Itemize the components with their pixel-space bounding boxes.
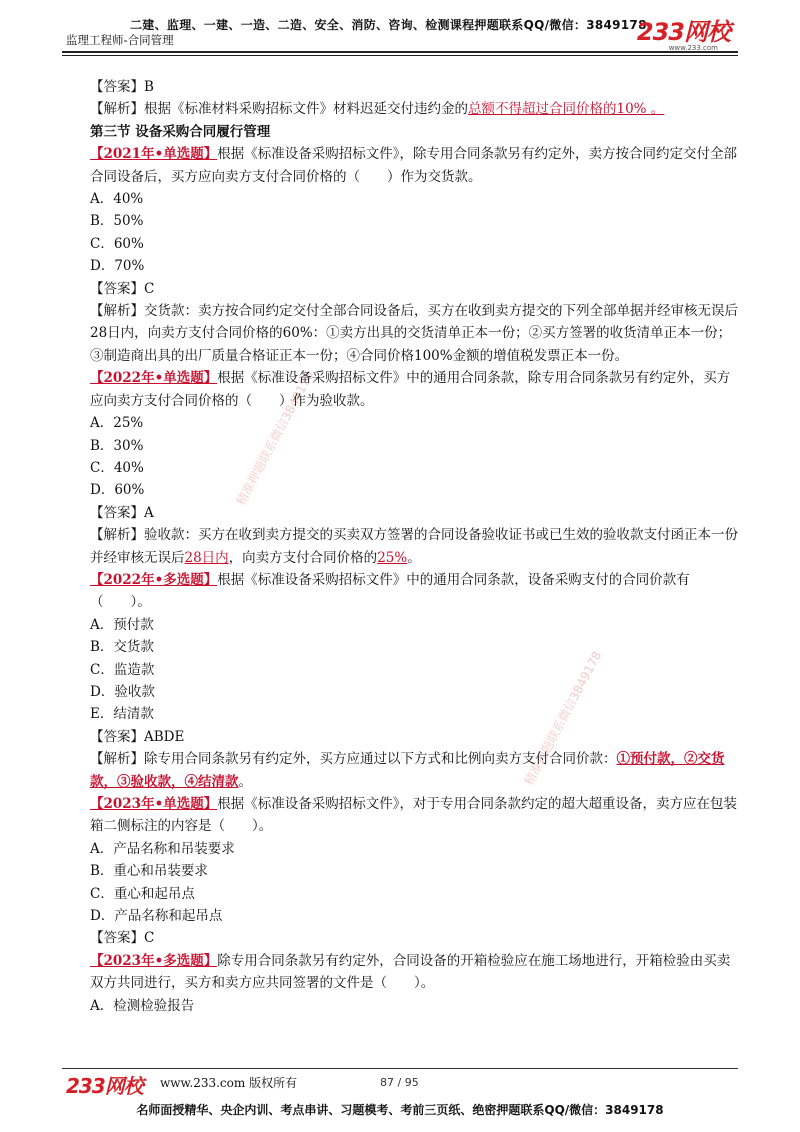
question-2: 【2022年•单选题】根据《标准设备采购招标文件》中的通用合同条款，除专用合同条款另有约定外，买方应向卖方支付合同价格的（ ）作为验收款。: [90, 370, 731, 409]
question-3: 【2022年•多选题】根据《标准设备采购招标文件》中的通用合同条款，设备采购支付的合同价款有（ ）。: [90, 571, 690, 611]
option: A．检测检验报告: [90, 997, 195, 1014]
question-tag: 【2023年•单选题】: [90, 796, 218, 812]
brand-logo: 233网校: [636, 18, 730, 46]
brand-logo-url: www.233.com: [668, 44, 718, 52]
page-number: 87 / 95: [380, 1076, 419, 1089]
watermark: 精准押题联系微信3849178: [233, 368, 317, 508]
explanation-line: 【解析】根据《标准材料采购招标文件》材料迟延交付违约金的总额不得超过合同价格的10% 。: [90, 101, 665, 118]
highlight-text: ①预付款，②交货款，③验收款，④结清款: [90, 751, 725, 790]
question-4: 【2023年•单选题】根据《标准设备采购招标文件》，对于专用合同条款约定的超大超重设备，卖方应在包装箱二侧标注的内容是（ ）。: [90, 796, 737, 835]
question-tag: 【2022年•多选题】: [90, 571, 218, 588]
document-body: [62, 76, 738, 1017]
footer-copyright: www.233.com 版权所有: [160, 1076, 298, 1090]
highlight-text: 28日内: [184, 549, 229, 566]
option: A．预付款: [90, 616, 154, 633]
option: E．结清款: [90, 706, 154, 723]
explanation-line: 【解析】交货款：卖方按合同约定交付全部合同设备后，买方在收到卖方提交的下列全部单据并经审核无误后28日内，向卖方支付合同价格的60%：①卖方出具的交货清单正本一份；②买方签署的收货清单正本一份；③制造商出具的出厂质量合格证正本一份；④合同价格100%金额的增值税发票正本一份。: [90, 303, 738, 364]
option: D．验收款: [90, 683, 155, 700]
option: A．40%: [90, 191, 144, 208]
option: C．重心和起吊点: [90, 885, 195, 902]
header-promo-line: 二建、监理、一建、一造、二造、安全、消防、咨询、检测课程押题联系QQ/微信：3849178: [130, 18, 647, 32]
option: C．监造款: [90, 661, 155, 678]
footer-divider: [62, 1068, 738, 1069]
option: D．产品名称和起吊点: [90, 908, 223, 925]
option: A．25%: [90, 415, 144, 432]
explanation-line: 【解析】除专用合同条款另有约定外，买方应通过以下方式和比例向卖方支付合同价款：①预付款，②交货款，③验收款，④结清款。: [90, 751, 725, 790]
question-5: 【2023年•多选题】除专用合同条款另有约定外，合同设备的开箱检验应在施工场地进行，开箱检验由买卖双方共同进行，买方和卖方应共同签署的文件是（ ）。: [90, 952, 731, 992]
highlight-text: 总额不得超过合同价格的10% 。: [468, 101, 665, 118]
answer-line: 【答案】A: [90, 504, 154, 521]
footer-logo: 233网校: [66, 1074, 143, 1098]
option: C．40%: [90, 459, 144, 476]
explanation-line: 【解析】验收款：买方在收到卖方提交的买卖双方签署的合同设备验收证书或已生效的验收款支付函正本一份并经审核无误后28日内，向卖方支付合同价格的25%。: [90, 527, 738, 566]
footer-promo-line: 名师面授精华、央企内训、考点串讲、习题模考、考前三页纸、绝密押题联系QQ/微信：3849178: [136, 1103, 664, 1117]
answer-line: 【答案】C: [90, 280, 155, 297]
header-divider-thin: [62, 55, 738, 56]
question-tag: 【2022年•单选题】: [90, 370, 218, 387]
question-1: 【2021年•单选题】根据《标准设备采购招标文件》，除专用合同条款另有约定外，卖方按合同约定交付全部合同设备后，买方应向卖方支付合同价格的（ ）作为交货款。: [90, 146, 737, 185]
option: C．60%: [90, 235, 144, 252]
option: D．70%: [90, 258, 145, 275]
question-tag: 【2023年•多选题】: [90, 952, 218, 969]
option: B．交货款: [90, 639, 154, 656]
answer-line: 【答案】ABDE: [90, 728, 185, 745]
option: A．产品名称和吊装要求: [90, 840, 235, 857]
section-title: 第三节 设备采购合同履行管理: [90, 123, 271, 140]
option: D．60%: [90, 482, 145, 499]
header-divider: [62, 51, 738, 53]
answer-line: 【答案】B: [90, 79, 154, 95]
option: B．30%: [90, 437, 144, 454]
option: B．50%: [90, 213, 144, 230]
answer-line: 【答案】C: [90, 930, 155, 947]
watermark: 精准押题联系微信3849178: [521, 648, 605, 788]
highlight-text: 25%: [377, 549, 408, 566]
question-tag: 【2021年•单选题】: [90, 146, 218, 163]
header-subject: 监理工程师-合同管理: [66, 33, 174, 47]
option: B．重心和吊装要求: [90, 863, 208, 880]
